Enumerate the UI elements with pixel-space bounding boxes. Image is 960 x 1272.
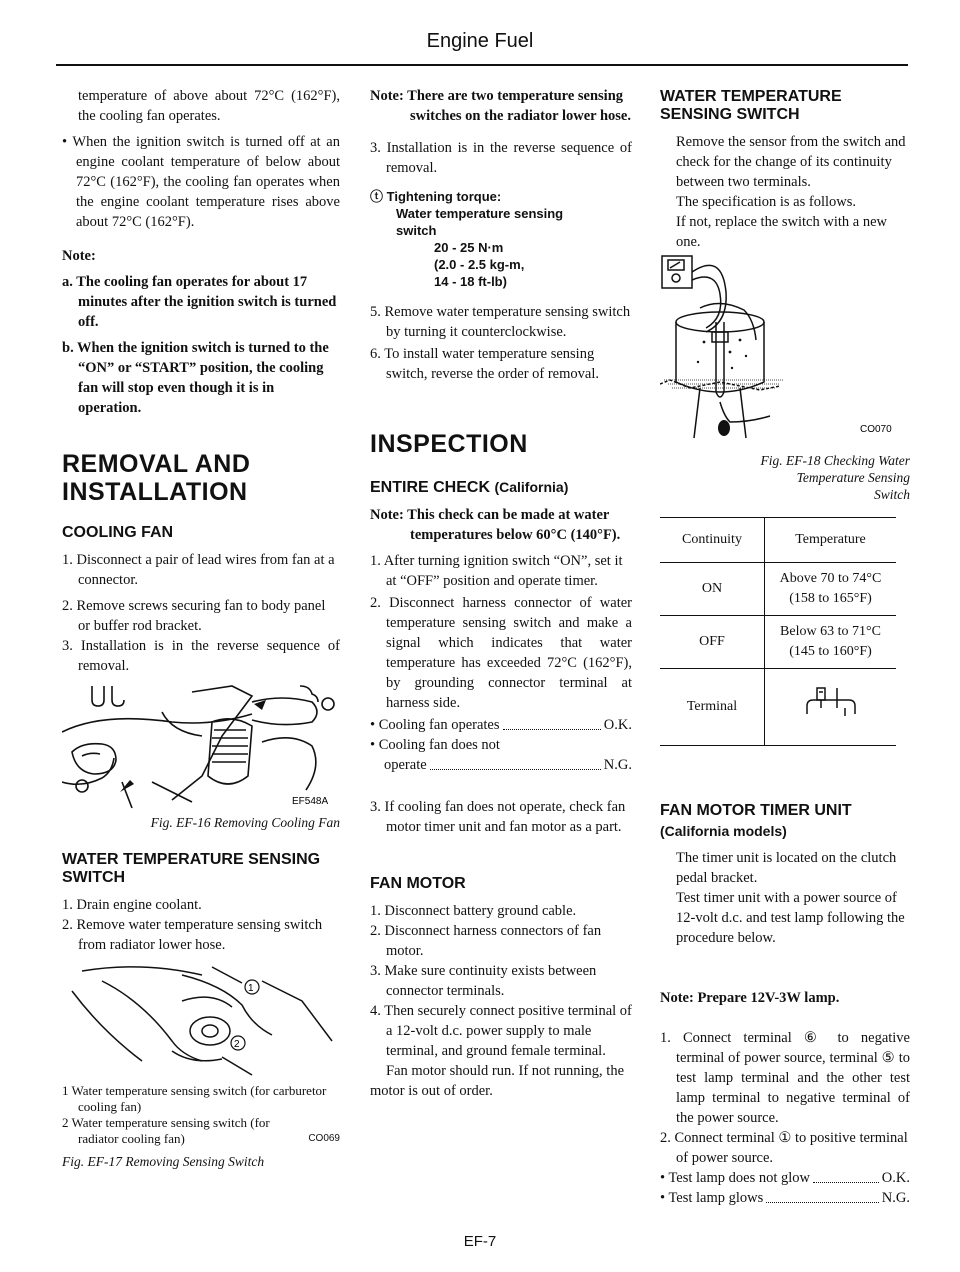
- bullet-fan-not: • Cooling fan does not: [370, 737, 500, 753]
- continuity-spec-table: [660, 517, 896, 746]
- timer-unit-sub: (California models): [660, 823, 787, 839]
- timer-para-1: The timer unit is located on the clutch pedal bracket.: [676, 850, 897, 886]
- torque-value-3: 14 - 18 ft-lb): [434, 274, 507, 289]
- fig-ef16-cooling-fan-image: [62, 682, 340, 810]
- entire-step-2: 2. Disconnect harness connector of water temperature sensing switch and make a signal which indicates that water temperature has exceeded 72°C (162°F), by grounding connector terminal at harness side.: [370, 595, 632, 711]
- fig16-caption: Fig. EF-16 Removing Cooling Fan: [150, 815, 340, 830]
- wts-intro-3: If not, replace the switch with a new one.: [676, 214, 887, 250]
- bullet-lamp-glow-text: Test lamp glows: [668, 1190, 764, 1206]
- note-two-switches: Note: There are two temperature sensing switches on the radiator lower hose.: [370, 88, 631, 124]
- off-temp-f: (145 to 160°F): [789, 644, 872, 659]
- note-a: a. The cooling fan operates for about 17 minutes after the ignition switch is turned off.: [62, 274, 337, 330]
- bullet-fan-operates-value: O.K.: [603, 717, 632, 733]
- table-cell-on-temp: [765, 563, 897, 616]
- fig18-caption: [660, 452, 910, 503]
- header-rule: [56, 64, 908, 66]
- fig17-legend-1: 1 Water temperature sensing switch (for carburetor cooling fan): [62, 1083, 327, 1114]
- timer-unit-heading: FAN MOTOR TIMER UNIT: [660, 802, 852, 819]
- terminal-icon-cell: [765, 669, 897, 746]
- on-temp-c: Above 70 to 74°C: [779, 571, 882, 586]
- bullet-text: When the ignition switch is turned off at an engine coolant temperature of below about 72°C (162°F), the cooling fan operates when the engine coolant temperature rises above about 72°C (162°F).: [72, 134, 340, 230]
- fig18-code: CO070: [860, 424, 892, 435]
- fig17-legend-row: [62, 1115, 340, 1147]
- bullet-fan-operates: • Cooling fan operates O.K.: [370, 717, 632, 733]
- bullet-fan-not-text: Cooling fan does not: [378, 737, 500, 753]
- column-1: [62, 86, 340, 1176]
- table-header-temperature: Temperature: [765, 518, 897, 563]
- removal-heading: REMOVAL AND INSTALLATION: [62, 450, 251, 506]
- cf-step-2: 2. Remove screws securing fan to body panel or buffer rod bracket.: [62, 598, 326, 634]
- fig18-caption-3: Switch: [874, 487, 910, 502]
- fig17-legend: [62, 1083, 340, 1147]
- table-row: [660, 563, 896, 616]
- note-b: b. When the ignition switch is turned to the “ON” or “START” position, the cooling fan will stop even though it is in operation.: [62, 340, 329, 416]
- fm-step-2: 2. Disconnect harness connectors of fan motor.: [370, 923, 602, 959]
- torque-value-2: (2.0 - 2.5 kg-m,: [434, 257, 525, 272]
- timer-step-1: 1. Connect terminal ⑥ to negative terminal of power source, terminal ⑤ to test lamp terminal and the other test lamp terminal to negative terminal of the power source.: [660, 1030, 910, 1126]
- cooling-fan-drawing: [62, 682, 340, 810]
- fm-step-4: 4. Then securely connect positive terminal of a 12-volt d.c. power supply to male terminal, and ground female terminal.: [370, 1003, 632, 1059]
- sensing-switch-drawing: [62, 961, 340, 1079]
- table-row: [660, 616, 896, 669]
- bullet-fan-not-value: N.G.: [603, 757, 632, 773]
- table-cell-on: ON: [660, 563, 765, 616]
- bullet-fan-not-text-2: operate: [384, 757, 427, 773]
- off-temp-c: Below 63 to 71°C: [780, 624, 881, 639]
- on-temp-f: (158 to 165°F): [789, 591, 872, 606]
- fig17-label-1: 1: [248, 983, 254, 994]
- tightening-torque-block: [370, 188, 632, 290]
- bullet-lamp-no-glow: • Test lamp does not glow O.K.: [660, 1170, 910, 1186]
- checking-switch-drawing: [660, 252, 910, 448]
- fan-motor-heading: FAN MOTOR: [370, 875, 466, 892]
- inspection-heading: INSPECTION: [370, 430, 528, 458]
- fig18-caption-2: Temperature Sensing: [796, 470, 910, 485]
- step-5-remove: 5. Remove water temperature sensing switch by turning it counterclockwise.: [370, 304, 631, 340]
- intro-text: temperature of above about 72°C (162°F), the cooling fan operates.: [78, 88, 340, 124]
- fig17-code: CO069: [308, 1133, 340, 1144]
- entire-step-3: 3. If cooling fan does not operate, check fan motor timer unit and fan motor as a part.: [370, 799, 626, 835]
- torque-icon: ⓣ: [370, 189, 384, 204]
- wts-step-1: 1. Drain engine coolant.: [62, 897, 202, 913]
- column-2: [370, 86, 632, 1107]
- torque-title: [370, 188, 632, 205]
- fm-step-3: 3. Make sure continuity exists between connector terminals.: [370, 963, 597, 999]
- wts-step-2: 2. Remove water temperature sensing switch from radiator lower hose.: [62, 917, 323, 953]
- step-6-install: 6. To install water temperature sensing switch, reverse the order of removal.: [370, 346, 599, 382]
- wts-intro-1: Remove the sensor from the switch and check for the change of its continuity between two terminals.: [676, 134, 906, 190]
- fig17-label-2: 2: [234, 1039, 240, 1050]
- table-cell-off: OFF: [660, 616, 765, 669]
- bullet-fan-operates-text: Cooling fan operates: [378, 717, 500, 733]
- note-lamp: Note: Prepare 12V-3W lamp.: [660, 990, 840, 1006]
- table-cell-off-temp: [765, 616, 897, 669]
- table-cell-terminal: Terminal: [660, 669, 765, 746]
- fig17-legend-2: 2 Water temperature sensing switch (for radiator cooling fan): [62, 1115, 270, 1146]
- fig17-caption: Fig. EF-17 Removing Sensing Switch: [62, 1154, 265, 1169]
- fig-ef18-checking-image: [660, 252, 910, 448]
- entire-check-sub: (California): [494, 479, 569, 495]
- step-3-reverse: 3. Installation is in the reverse sequence of removal.: [370, 140, 632, 176]
- entire-check-heading: [370, 478, 632, 497]
- torque-item-2: switch: [396, 223, 437, 238]
- torque-item-1: Water temperature sensing: [396, 206, 564, 221]
- page-header: Engine Fuel: [426, 30, 534, 52]
- table-header-continuity: Continuity: [660, 518, 765, 563]
- table-row: [660, 669, 896, 746]
- bullet-lamp-glow: • Test lamp glows N.G.: [660, 1190, 910, 1206]
- note-label: Note:: [62, 248, 96, 264]
- page-number: EF-7: [463, 1233, 497, 1250]
- wts-intro-2: The specification is as follows.: [676, 194, 856, 210]
- terminal-connector-icon: [801, 684, 861, 724]
- entire-step-1: 1. After turning ignition switch “ON”, set it at “OFF” position and operate timer.: [370, 553, 623, 589]
- wts-heading-left: WATER TEMPERATURE SENSING SWITCH: [62, 851, 321, 886]
- column-3: [660, 86, 910, 1208]
- fig18-caption-1: Fig. EF-18 Checking Water: [760, 453, 910, 468]
- table-header-row: [660, 518, 896, 563]
- cooling-fan-heading: COOLING FAN: [62, 524, 174, 541]
- bullet-fan-not-line2: [370, 755, 632, 775]
- torque-value-1: 20 - 25 N·m: [434, 240, 504, 255]
- wts-heading-right: WATER TEMPERATURE SENSING SWITCH: [660, 88, 842, 123]
- torque-title-text: Tightening torque:: [386, 189, 502, 204]
- cf-step-3: 3. Installation is in the reverse sequence of removal.: [62, 638, 340, 674]
- entire-check-title: ENTIRE CHECK: [370, 479, 491, 496]
- timer-step-2: 2. Connect terminal ① to positive terminal of power source.: [660, 1130, 908, 1166]
- fig16-code: EF548A: [292, 796, 329, 807]
- fm-step-1: 1. Disconnect battery ground cable.: [370, 903, 577, 919]
- bullet-lamp-no-glow-text: Test lamp does not glow: [668, 1170, 811, 1186]
- cf-step-1: 1. Disconnect a pair of lead wires from fan at a connector.: [62, 552, 335, 588]
- fm-result: Fan motor should run. If not running, the motor is out of order.: [370, 1063, 625, 1099]
- bullet-ignition-off: • When the ignition switch is turned off at an engine coolant temperature of below about 72°C (162°F), the cooling fan operates when the engine coolant temperature rises above about 72°C (162°F).: [62, 134, 340, 230]
- note-60c: Note: This check can be made at water temperatures below 60°C (140°F).: [370, 507, 621, 543]
- timer-para-2: Test timer unit with a power source of 12-volt d.c. and test lamp following the procedure below.: [676, 890, 905, 946]
- bullet-lamp-no-glow-value: O.K.: [881, 1170, 910, 1186]
- bullet-lamp-glow-value: N.G.: [881, 1190, 910, 1206]
- fig-ef17-sensing-switch-image: [62, 961, 340, 1079]
